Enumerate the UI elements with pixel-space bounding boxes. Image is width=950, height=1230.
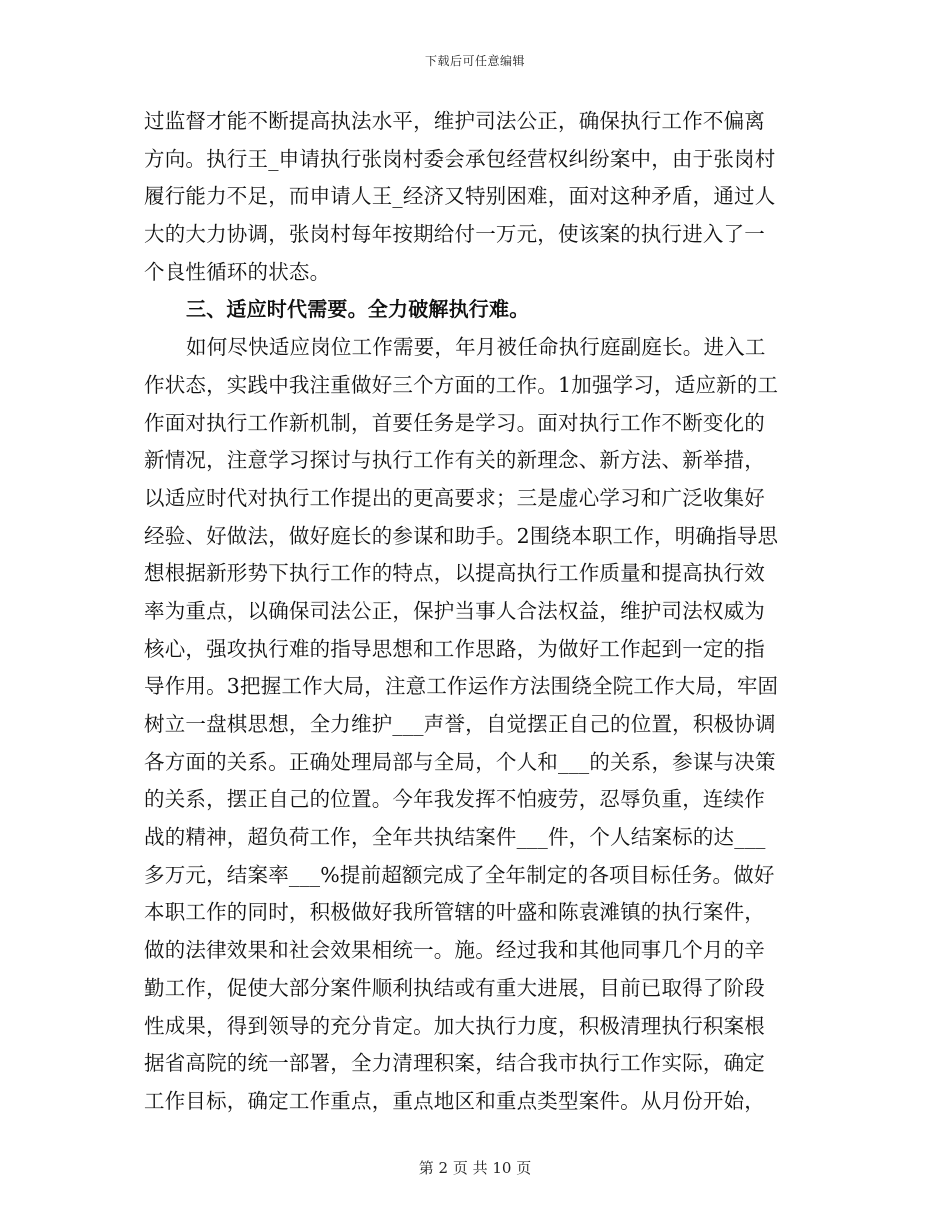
text-line: 导作用。3把握工作大局，注意工作运作方法围绕全院工作大局，牢固	[144, 674, 779, 699]
section-heading: 三、适应时代需要。全力破解执行难。	[186, 297, 530, 322]
page-number: 第 2 页 共 10 页	[418, 1159, 532, 1177]
text-line: 个良性循环的状态。	[144, 259, 331, 284]
text-line: 各方面的关系。正确处理局部与全局，个人和___的关系，参谋与决策	[144, 749, 776, 774]
text-line: 勤工作，促使大部分案件顺利执结或有重大进展，目前已取得了阶段	[144, 975, 765, 1000]
text-line: 据省高院的统一部署，全力清理积案，结合我市执行工作实际，确定	[144, 1051, 765, 1076]
document-body	[144, 103, 809, 1121]
text-line: 做的法律效果和社会效果相统一。施。经过我和其他同事几个月的辛	[144, 938, 765, 963]
text-line: 新情况，注意学习探讨与执行工作有关的新理念、新方法、新举措，	[144, 448, 765, 473]
text-line: 多万元，结案率___%提前超额完成了全年制定的各项目标任务。做好	[144, 862, 775, 887]
text-line: 方向。执行王_申请执行张岗村委会承包经营权纠纷案中，由于张岗村	[144, 146, 776, 171]
text-line: 核心，强攻执行难的指导思想和工作思路，为做好工作起到一定的指	[144, 636, 765, 661]
paragraph-first-line: 如何尽快适应岗位工作需要，年月被任命执行庭副庭长。进入工	[186, 335, 766, 360]
text-line: 大的大力协调，张岗村每年按期给付一万元，使该案的执行进入了一	[144, 222, 765, 247]
text-line: 战的精神，超负荷工作，全年共执结案件___件，个人结案标的达___	[144, 825, 766, 850]
text-line: 作面对执行工作新机制，首要任务是学习。面对执行工作不断变化的	[144, 410, 765, 435]
text-line: 树立一盘棋思想，全力维护___声誉，自觉摆正自己的位置，积极协调	[144, 712, 776, 736]
text-line: 性成果，得到领导的充分肯定。加大执行力度，积极清理执行积案根	[144, 1013, 765, 1038]
text-line: 作状态，实践中我注重做好三个方面的工作。1加强学习，适应新的工	[144, 372, 779, 397]
text-line: 率为重点，以确保司法公正，保护当事人合法权益，维护司法权威为	[144, 598, 765, 623]
text-line: 本职工作的同时，积极做好我所管辖的叶盛和陈袁滩镇的执行案件，	[144, 900, 765, 925]
text-line: 以适应时代对执行工作提出的更高要求；三是虚心学习和广泛收集好	[144, 485, 765, 510]
text-line: 工作目标，确定工作重点，重点地区和重点类型案件。从月份开始，	[144, 1088, 765, 1113]
text-line: 的关系，摆正自己的位置。今年我发挥不怕疲劳，忍辱负重，连续作	[144, 787, 765, 812]
page-header-note: 下载后可任意编辑	[424, 54, 525, 68]
text-line: 履行能力不足，而申请人王_经济又特别困难，面对这种矛盾，通过人	[144, 184, 776, 209]
text-line: 想根据新形势下执行工作的特点，以提高执行工作质量和提高执行效	[144, 561, 765, 586]
text-line: 经验、好做法，做好庭长的参谋和助手。2围绕本职工作，明确指导思	[144, 523, 779, 548]
text-line: 过监督才能不断提高执法水平，维护司法公正，确保执行工作不偏离	[144, 109, 765, 133]
